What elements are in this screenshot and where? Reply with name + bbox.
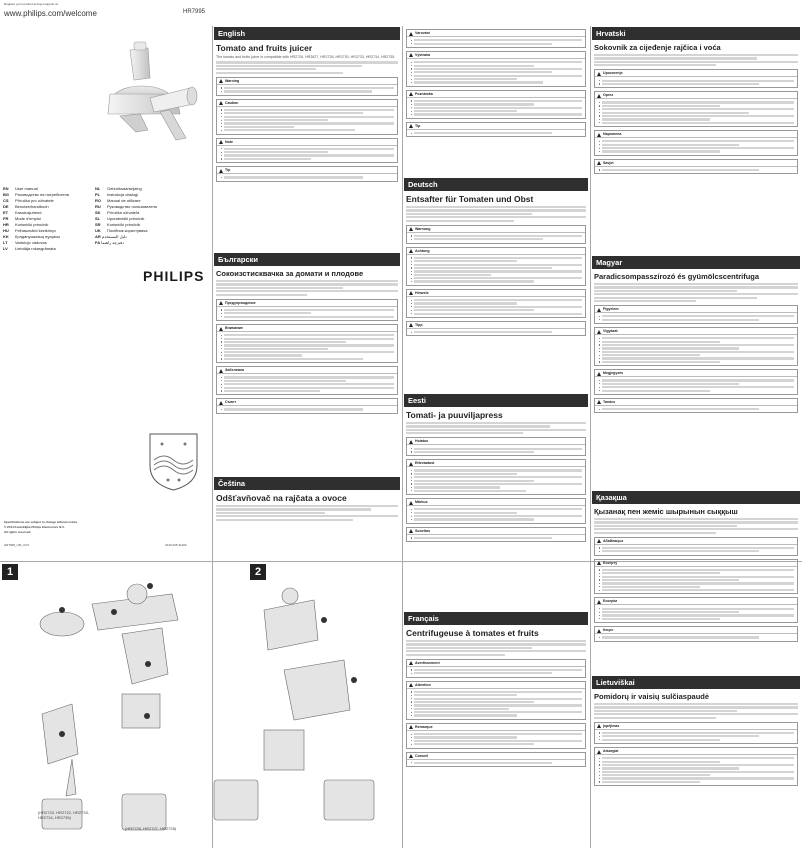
section-eesti [404,394,588,545]
language-item: CS Příručka pro uživatele [3,198,54,203]
product-image [90,38,200,148]
tip-box-magyar: Tanács [594,398,798,414]
intro-english: The tomato and fruits juicer is compatible with HR2726, HR2627, HR2728, HR2730, HR2733, HR2734, HR2735. [216,55,396,59]
caution-box-czech: Výstraha [406,51,586,87]
language-item: EN User manual [3,186,38,191]
warning-box-czech: Varování [406,29,586,48]
rights: All rights reserved. [4,530,32,534]
warning-box-francais: Avertissement [406,659,586,678]
language-item: دليل المستخدم AR [95,234,127,239]
language-item: NL Gebruiksaanwijzing [95,186,142,191]
register-text: Register your product and get support at [4,2,58,6]
philips-shield-logo [146,430,201,497]
note-box-kazakh: Ескерім [594,597,798,623]
tip-box-eesti: Soovitus [406,527,586,543]
title-english: Tomato and fruits juicer [216,43,313,53]
caution-box-hrvatski: Oprez [594,91,798,127]
language-item: SK Príručka užívateľa [95,210,140,215]
section-deutsch [404,178,588,339]
note-box-hrvatski: Napomena [594,130,798,156]
lang-header-lietuviskai: Lietuviškai [592,676,800,689]
caution-box-english: Caution [216,99,398,135]
lang-header-english: English [214,27,400,40]
section-czech [214,477,400,522]
section-kazakh [592,491,800,645]
lang-header-kazakh: Қазақша [592,491,800,504]
lang-header-magyar: Magyar [592,256,800,269]
language-item: LT Vartotojo vadovas [3,240,47,245]
step-2-illustration [204,580,404,845]
caution-box-lietuviskai: Atsargiai [594,747,798,786]
warning-box-lietuviskai: Įspėjimas [594,722,798,744]
lang-header-deutsch: Deutsch [404,178,588,191]
lang-header-francais: Français [404,612,588,625]
caution-box-francais: Attention [406,681,586,720]
caution-box-deutsch: Achtung [406,247,586,286]
step-1-illustration [2,564,202,844]
title-francais: Centrifugeuse à tomates et fruits [406,628,539,638]
section-magyar [592,256,800,416]
note-box-czech: Poznámka [406,90,586,119]
caption-right: (HR2726, HR2727, HR2728) [125,826,177,831]
title-kazakh: Қызанақ пен жеміс шырынын сыққыш [594,507,738,516]
lang-header-hrvatski: Hrvatski [592,27,800,40]
language-item: HU Felhasználói kézikönyv [3,228,57,233]
language-list-left [3,186,95,252]
step-1-panel [2,564,202,844]
warning-box-hrvatski: Upozorenje [594,69,798,88]
language-item: DE Benutzerhandbuch [3,204,49,209]
language-item: ET Kasutusjuhend [3,210,42,215]
note-box-eesti: Märkus [406,498,586,524]
language-item: HR Korisnički priručnik [3,222,49,227]
title-magyar: Paradicsompasszírozó és gyümölcscentrifuga [594,272,760,281]
language-item: RU Руководство пользователя [95,204,157,209]
language-item: SR Korisnički priručnik [95,222,141,227]
step-2-number: 2 [250,564,266,580]
language-item: BG Ръководство на потребителя [3,192,69,197]
step-1-number: 1 [2,564,18,580]
caution-box-kazakh: Ескерту [594,559,798,595]
note-box-magyar: Megjegyzés [594,369,798,395]
copyright: © 2014 Koninklijke Philips Electronics N.V. [4,525,65,529]
warning-box-kazakh: Абайлаңыз [594,537,798,556]
support-url[interactable]: www.philips.com/welcome [4,9,97,18]
language-item: SL Uporabniški priročnik [95,216,145,221]
tip-box-kazakh: Кеңес [594,626,798,642]
section-bulgarian [214,253,400,417]
section-english [214,27,400,185]
lang-header-czech: Čeština [214,477,400,490]
warning-box-bulgarian: Предупреждение [216,299,398,321]
language-item: دفترچه راهنما FA [95,240,124,245]
note-box-bulgarian: Забележка [216,366,398,395]
model-number: HR7995 [183,9,206,15]
doc-number: 3140 035 31193 [165,543,187,547]
title-lietuviskai: Pomidorų ir vaisių sulčiaspaudė [594,692,710,701]
language-list-right [95,186,205,246]
spec-notice: Specifications are subject to change without notice [4,520,78,524]
tip-box-english: Tip [216,166,398,182]
note-box-english: Note [216,138,398,164]
title-deutsch: Entsafter für Tomaten und Obst [406,194,534,204]
lang-header-bulgarian: Български [214,253,400,266]
language-item: FR Mode d'emploi [3,216,41,221]
tip-box-deutsch: Tipp [406,321,586,337]
tip-box-bulgarian: Съвет [216,398,398,414]
tip-box-czech: Tip [406,122,586,138]
title-czech: Odšťavňovač na rajčata a ovoce [216,493,347,503]
caption-left: (HR2720, HR2722, HR2733, HR2734, HR2735) [38,810,89,820]
language-item: RO Manual de utilizare [95,198,141,203]
language-item: LV Lietotāja rokasgrāmata [3,246,56,251]
title-hrvatski: Sokovnik za cijeđenje rajčica i voća [594,43,721,52]
title-bulgarian: Сокоизстисквачка за домати и плодове [216,269,364,278]
language-item: KK Қолданушының нұсқасы [3,234,61,239]
warning-box-eesti: Hoiatus [406,437,586,456]
section-francais [404,612,588,770]
warning-box-deutsch: Warnung [406,225,586,244]
lang-header-eesti: Eesti [404,394,588,407]
language-item: UK Посібник користувача [95,228,148,233]
section-czech-continued [404,27,588,140]
warning-box-english: Warning [216,77,398,96]
philips-logo: PHILIPS [143,268,205,284]
tip-box-francais: Conseil [406,752,586,768]
language-item: PL Instrukcja obsługi [95,192,138,197]
section-hrvatski [592,27,800,177]
doc-code: HR7995_UM_V3.0 [4,543,30,547]
note-box-francais: Remarque [406,723,586,749]
note-box-deutsch: Hinweis [406,289,586,318]
tip-box-hrvatski: Savjet [594,159,798,175]
warning-box-magyar: Figyelem [594,305,798,324]
section-lietuviskai [592,676,800,789]
caution-box-magyar: Vigyázat [594,327,798,366]
title-eesti: Tomati- ja puuviljapress [406,410,503,420]
caution-box-eesti: Ettevaatust [406,459,586,495]
caution-box-bulgarian: Внимание [216,324,398,363]
